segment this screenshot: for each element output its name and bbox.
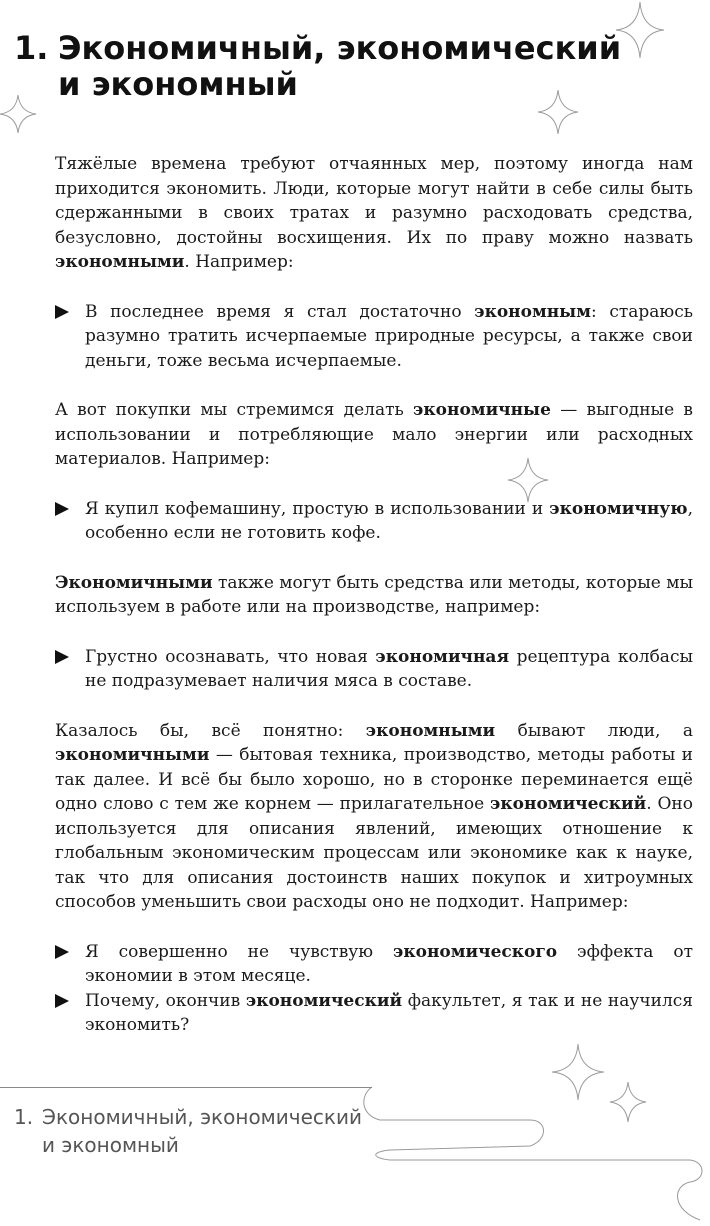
arrow-right-icon — [55, 305, 69, 319]
example-item — [55, 940, 693, 989]
example-list-4 — [55, 940, 693, 1038]
example-text: В последнее время я стал достаточно — [85, 301, 475, 322]
paragraph-text: А вот покупки мы стремимся делать — [55, 400, 414, 420]
paragraph-2 — [55, 398, 693, 472]
heading-line-1: Экономичный, экономический — [58, 29, 622, 67]
heading-line-2: и экономный — [58, 65, 298, 103]
arrow-right-icon — [55, 502, 69, 516]
highlighted-word: экономический — [245, 990, 403, 1011]
footer-line-2: и экономный — [42, 1133, 179, 1157]
paragraph-text: — выгодные в использовании и потребляющие мало энергии или расходных материалов. Например: — [55, 400, 693, 469]
paragraph-1 — [55, 152, 693, 275]
example-text: : стараюсь разумно тратить исчерпаемые природные ресурсы, а также свои деньги, тоже весьма исчерпаемые. — [85, 301, 693, 371]
paragraph-3 — [55, 571, 693, 620]
footer-number: 1. — [14, 1105, 34, 1129]
example-text: , особенно если не готовить кофе. — [85, 498, 693, 543]
running-footer — [14, 1103, 362, 1159]
swirl-line — [364, 1087, 702, 1220]
paragraph-text: . Например: — [184, 252, 294, 272]
example-list-1 — [55, 300, 693, 374]
highlighted-word: Экономичными — [55, 572, 213, 593]
example-text: рецептура колбасы не подразумевает наличия мяса в составе. — [85, 646, 693, 691]
example-item — [55, 497, 693, 546]
arrow-right-icon — [55, 994, 69, 1008]
highlighted-word: экономического — [393, 941, 558, 962]
arrow-right-icon — [55, 945, 69, 959]
highlighted-word: экономический — [490, 794, 647, 814]
sparkle-icon — [610, 1082, 646, 1122]
heading-number: 1. — [14, 29, 49, 67]
highlighted-word: экономным — [474, 301, 591, 322]
arrow-right-icon — [55, 650, 69, 664]
sparkle-icon — [616, 2, 664, 58]
example-text: Грустно осознавать, что новая — [85, 646, 376, 667]
footer-divider — [0, 1087, 372, 1088]
example-item — [55, 300, 693, 374]
paragraph-4 — [55, 719, 693, 915]
example-text: эффекта от экономии в этом месяце. — [85, 941, 693, 986]
example-text: Почему, окончив — [85, 990, 246, 1011]
paragraph-text: бывают люди, а — [495, 720, 694, 741]
highlighted-word: экономными — [365, 720, 496, 741]
example-text: Я купил кофемашину, простую в использовании и — [85, 498, 550, 519]
example-item — [55, 989, 693, 1038]
paragraph-text: . Оно используется для описания явлений, имеющих отношение к глобальным экономическим процессам или экономике как к науке, так что для описания достоинств наших покупок и хитроумных способов уменьшить свои расходы оно не подходит. Например: — [55, 794, 693, 912]
paragraph-text: также могут быть средства или методы, которые мы используем в работе или на производстве, например: — [55, 572, 693, 617]
footer-line-1: Экономичный, экономический — [42, 1105, 362, 1129]
paragraph-text: Казалось бы, всё понятно: — [55, 720, 366, 741]
highlighted-word: экономичную — [549, 498, 688, 519]
article-body — [55, 152, 693, 1063]
example-text: Я совершенно не чувствую — [85, 941, 394, 962]
page-title — [14, 30, 621, 102]
highlighted-word: экономными — [55, 252, 185, 272]
example-item — [55, 645, 693, 694]
highlighted-word: экономичными — [55, 745, 210, 765]
highlighted-word: экономичные — [413, 400, 551, 420]
example-list-3 — [55, 645, 693, 694]
example-list-2 — [55, 497, 693, 546]
highlighted-word: экономичная — [375, 646, 510, 667]
paragraph-text: Тяжёлые времена требуют отчаянных мер, поэтому иногда нам приходится экономить. Люди, которые могут найти в себе силы быть сдержанными в своих тратах и разумно расходовать средства, безусловно, достойны восхищения. Их по праву можно назвать — [55, 154, 693, 248]
example-text: факультет, я так и не научился экономить? — [85, 990, 693, 1035]
paragraph-text: — бытовая техника, производство, методы работы и так далее. И всё бы было хорошо, но в сторонке переминается ещё одно слово с тем же корнем — прилагательное — [55, 745, 693, 814]
